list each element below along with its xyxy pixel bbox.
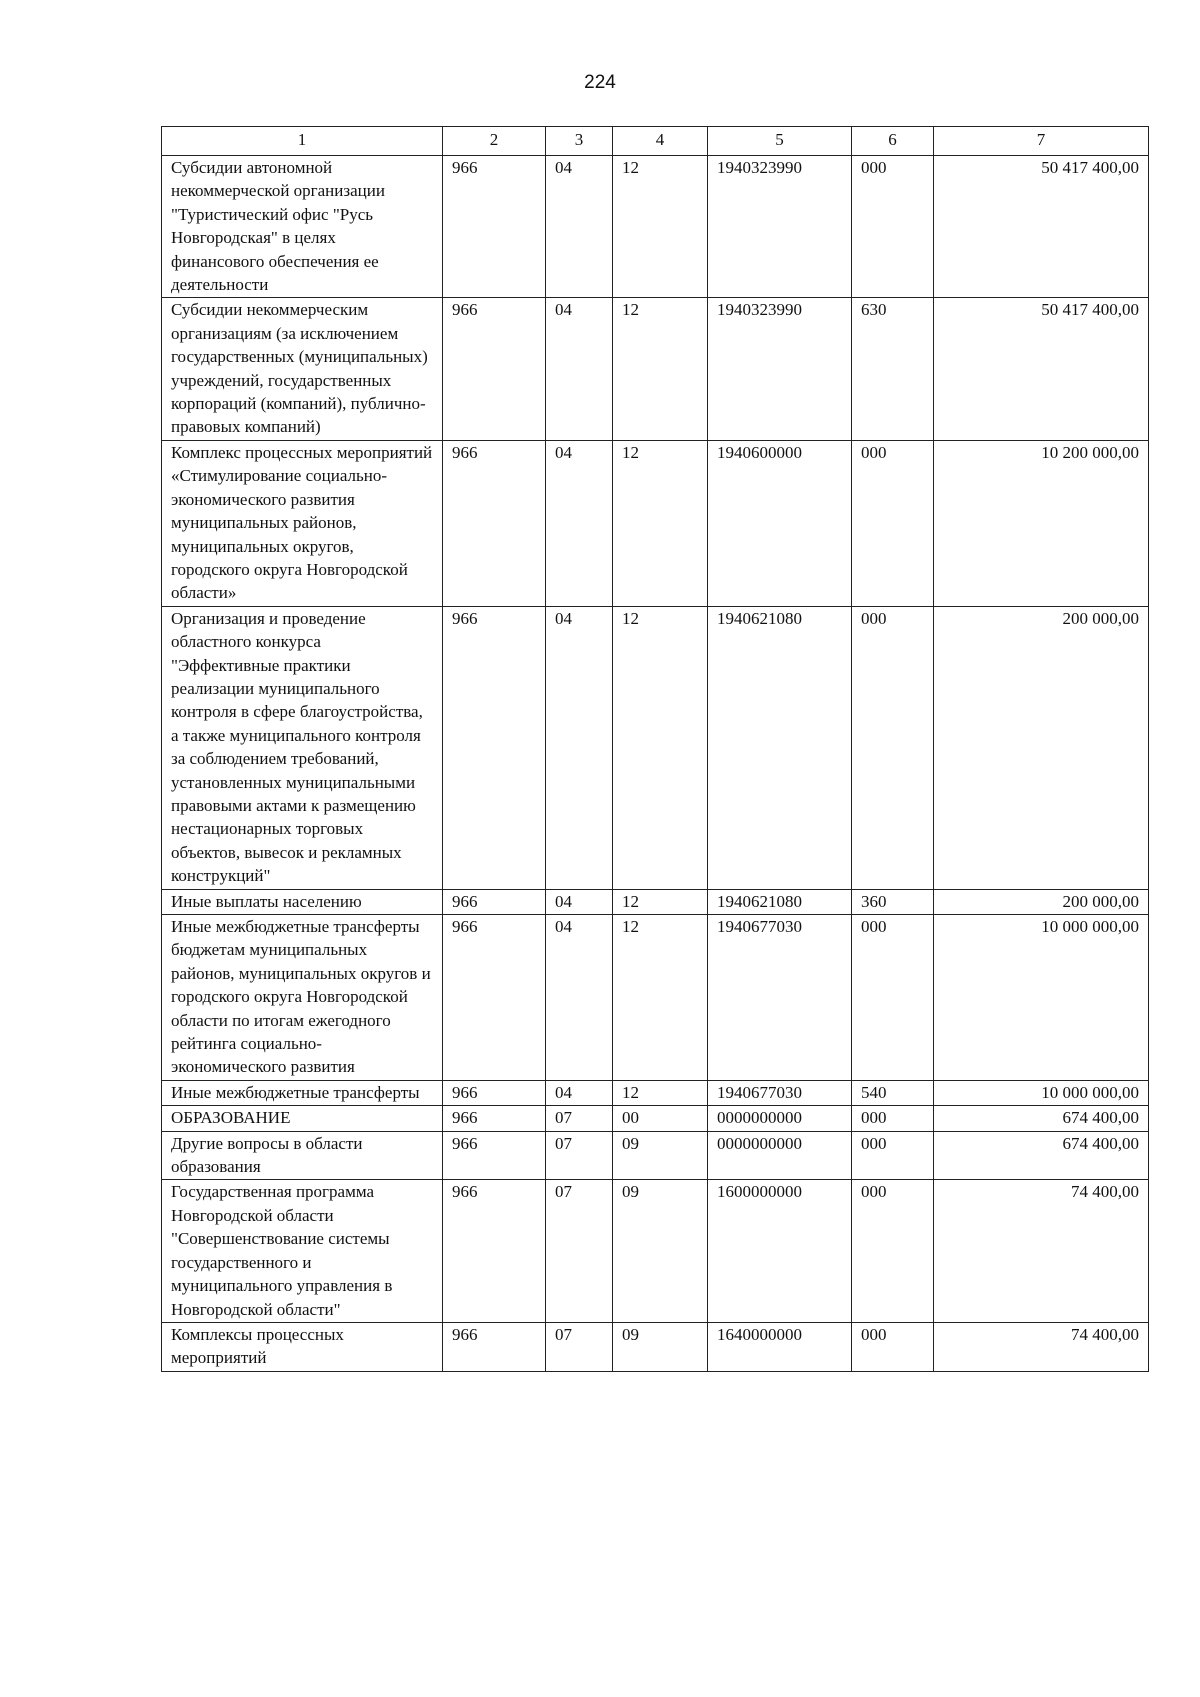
amount-cell: 50 417 400,00 xyxy=(934,156,1149,298)
amount-cell: 74 400,00 xyxy=(934,1180,1149,1322)
column-header-4: 4 xyxy=(613,127,708,156)
code-cell: 966 xyxy=(443,1106,546,1131)
target-article-cell: 1940677030 xyxy=(708,1080,852,1105)
code-cell: 966 xyxy=(443,915,546,1081)
expense-type-cell: 000 xyxy=(852,1106,934,1131)
table-row xyxy=(162,1180,1149,1322)
section-cell: 04 xyxy=(546,606,613,889)
table-row xyxy=(162,915,1149,1081)
code-cell: 966 xyxy=(443,298,546,440)
subsection-cell: 12 xyxy=(613,298,708,440)
expense-type-cell: 360 xyxy=(852,889,934,914)
row-name-cell: Иные выплаты населению xyxy=(162,889,443,914)
row-name-cell: Комплексы процессных мероприятий xyxy=(162,1322,443,1371)
table-row xyxy=(162,1322,1149,1371)
row-name-cell: Субсидии автономной некоммерческой организации "Туристический офис "Русь Новгородская" в целях финансового обеспечения ее деятельности xyxy=(162,156,443,298)
amount-cell: 10 000 000,00 xyxy=(934,915,1149,1081)
row-name-cell: ОБРАЗОВАНИЕ xyxy=(162,1106,443,1131)
code-cell: 966 xyxy=(443,1080,546,1105)
code-cell: 966 xyxy=(443,889,546,914)
column-header-6: 6 xyxy=(852,127,934,156)
row-name-cell: Иные межбюджетные трансферты бюджетам муниципальных районов, муниципальных округов и городского округа Новгородской области по итогам ежегодного рейтинга социально-экономического развития xyxy=(162,915,443,1081)
subsection-cell: 12 xyxy=(613,606,708,889)
code-cell: 966 xyxy=(443,1131,546,1180)
table-header-row xyxy=(162,127,1149,156)
section-cell: 04 xyxy=(546,298,613,440)
row-name-cell: Другие вопросы в области образования xyxy=(162,1131,443,1180)
subsection-cell: 12 xyxy=(613,440,708,606)
amount-cell: 674 400,00 xyxy=(934,1106,1149,1131)
expense-type-cell: 000 xyxy=(852,606,934,889)
subsection-cell: 09 xyxy=(613,1131,708,1180)
section-cell: 07 xyxy=(546,1106,613,1131)
target-article-cell: 1640000000 xyxy=(708,1322,852,1371)
expense-type-cell: 000 xyxy=(852,1322,934,1371)
amount-cell: 10 200 000,00 xyxy=(934,440,1149,606)
code-cell: 966 xyxy=(443,156,546,298)
expense-type-cell: 000 xyxy=(852,915,934,1081)
section-cell: 04 xyxy=(546,1080,613,1105)
table-row xyxy=(162,1080,1149,1105)
code-cell: 966 xyxy=(443,1180,546,1322)
table-row xyxy=(162,298,1149,440)
budget-table xyxy=(161,126,1149,1372)
table-row xyxy=(162,156,1149,298)
target-article-cell: 1940323990 xyxy=(708,156,852,298)
column-header-5: 5 xyxy=(708,127,852,156)
column-header-7: 7 xyxy=(934,127,1149,156)
row-name-cell: Организация и проведение областного конкурса "Эффективные практики реализации муниципального контроля в сфере благоустройства, а также муниципального контроля за соблюдением требований, установленных муниципальными правовыми актами к размещению нестационарных торговых объектов, вывесок и рекламных конструкций" xyxy=(162,606,443,889)
section-cell: 07 xyxy=(546,1322,613,1371)
expense-type-cell: 000 xyxy=(852,1131,934,1180)
column-header-2: 2 xyxy=(443,127,546,156)
amount-cell: 200 000,00 xyxy=(934,606,1149,889)
target-article-cell: 0000000000 xyxy=(708,1106,852,1131)
section-cell: 04 xyxy=(546,889,613,914)
amount-cell: 674 400,00 xyxy=(934,1131,1149,1180)
row-name-cell: Субсидии некоммерческим организациям (за исключением государственных (муниципальных) учреждений, государственных корпораций (компаний), публично-правовых компаний) xyxy=(162,298,443,440)
expense-type-cell: 000 xyxy=(852,440,934,606)
code-cell: 966 xyxy=(443,440,546,606)
target-article-cell: 1940677030 xyxy=(708,915,852,1081)
target-article-cell: 0000000000 xyxy=(708,1131,852,1180)
subsection-cell: 12 xyxy=(613,889,708,914)
code-cell: 966 xyxy=(443,1322,546,1371)
section-cell: 04 xyxy=(546,156,613,298)
section-cell: 07 xyxy=(546,1180,613,1322)
table-row xyxy=(162,889,1149,914)
subsection-cell: 12 xyxy=(613,156,708,298)
column-header-1: 1 xyxy=(162,127,443,156)
page-number: 224 xyxy=(584,72,616,93)
subsection-cell: 09 xyxy=(613,1322,708,1371)
subsection-cell: 12 xyxy=(613,915,708,1081)
amount-cell: 50 417 400,00 xyxy=(934,298,1149,440)
subsection-cell: 00 xyxy=(613,1106,708,1131)
amount-cell: 10 000 000,00 xyxy=(934,1080,1149,1105)
target-article-cell: 1940621080 xyxy=(708,889,852,914)
amount-cell: 74 400,00 xyxy=(934,1322,1149,1371)
subsection-cell: 09 xyxy=(613,1180,708,1322)
target-article-cell: 1940323990 xyxy=(708,298,852,440)
table-row xyxy=(162,440,1149,606)
row-name-cell: Государственная программа Новгородской области "Совершенствование системы государственного и муниципального управления в Новгородской области" xyxy=(162,1180,443,1322)
expense-type-cell: 630 xyxy=(852,298,934,440)
expense-type-cell: 000 xyxy=(852,1180,934,1322)
code-cell: 966 xyxy=(443,606,546,889)
target-article-cell: 1940600000 xyxy=(708,440,852,606)
amount-cell: 200 000,00 xyxy=(934,889,1149,914)
section-cell: 04 xyxy=(546,440,613,606)
section-cell: 04 xyxy=(546,915,613,1081)
target-article-cell: 1940621080 xyxy=(708,606,852,889)
table-row xyxy=(162,606,1149,889)
target-article-cell: 1600000000 xyxy=(708,1180,852,1322)
column-header-3: 3 xyxy=(546,127,613,156)
table-row xyxy=(162,1106,1149,1131)
subsection-cell: 12 xyxy=(613,1080,708,1105)
row-name-cell: Комплекс процессных мероприятий «Стимулирование социально-экономического развития муниципальных районов, муниципальных округов, городского округа Новгородской области» xyxy=(162,440,443,606)
row-name-cell: Иные межбюджетные трансферты xyxy=(162,1080,443,1105)
table-row xyxy=(162,1131,1149,1180)
expense-type-cell: 540 xyxy=(852,1080,934,1105)
expense-type-cell: 000 xyxy=(852,156,934,298)
section-cell: 07 xyxy=(546,1131,613,1180)
